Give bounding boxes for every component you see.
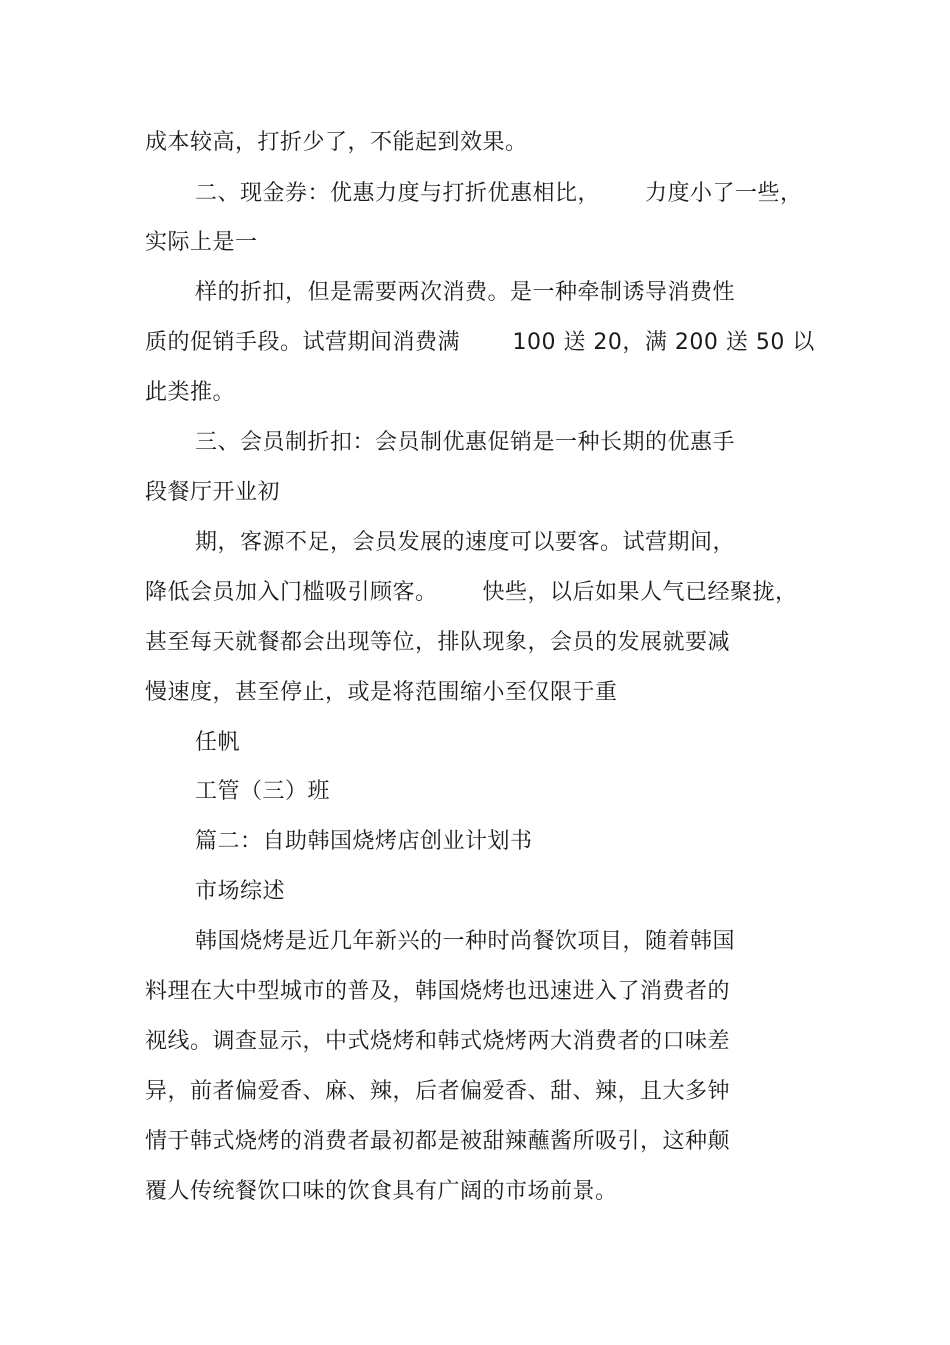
text-line: 三、会员制折扣：会员制优惠促销是一种长期的优惠手 <box>195 430 736 455</box>
text-line: 异，前者偏爱香、麻、辣，后者偏爱香、甜、辣，且大多钟 <box>145 1079 731 1104</box>
text-line: 覆人传统餐饮口味的饮食具有广阔的市场前景。 <box>145 1179 618 1204</box>
text-line: 此类推。 <box>145 380 236 405</box>
text-line: 情于韩式烧烤的消费者最初都是被甜辣蘸酱所吸引，这种颠 <box>145 1129 731 1154</box>
text-line: 质的促销手段。试营期间消费满 100 送 20，满 200 送 50 以 <box>145 330 815 355</box>
text-line: 慢速度，甚至停止，或是将范围缩小至仅限于重 <box>145 680 618 705</box>
text-line: 韩国烧烤是近几年新兴的一种时尚餐饮项目，随着韩国 <box>195 929 736 954</box>
author-class: 工管（三）班 <box>195 779 331 804</box>
text-line: 降低会员加入门槛吸引顾客。 快些，以后如果人气已经聚拢， <box>145 580 798 605</box>
text-line: 段餐厅开业初 <box>145 480 281 505</box>
section-title: 篇二：自助韩国烧烤店创业计划书 <box>195 829 533 854</box>
text-line: 期，客源不足，会员发展的速度可以要客。试营期间， <box>195 530 736 555</box>
text-line: 实际上是一 <box>145 230 258 255</box>
text-line: 成本较高，打折少了，不能起到效果。 <box>145 130 528 155</box>
subsection-title: 市场综述 <box>195 879 286 904</box>
text-line: 二、现金券：优惠力度与打折优惠相比， 力度小了一些， <box>195 181 803 206</box>
author-name: 任帆 <box>195 730 241 755</box>
text-line: 甚至每天就餐都会出现等位，排队现象，会员的发展就要减 <box>145 630 731 655</box>
text-line: 视线。调查显示，中式烧烤和韩式烧烤两大消费者的口味差 <box>145 1029 731 1054</box>
text-line: 样的折扣，但是需要两次消费。是一种牵制诱导消费性 <box>195 280 736 305</box>
text-line: 料理在大中型城市的普及，韩国烧烤也迅速进入了消费者的 <box>145 979 731 1004</box>
